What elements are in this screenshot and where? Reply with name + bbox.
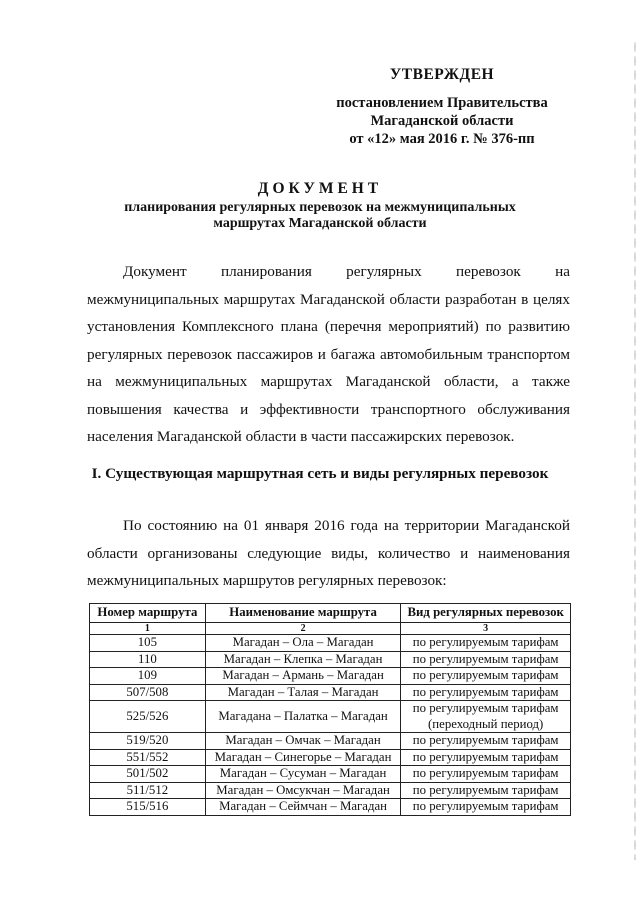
approval-line-1: постановлением Правительства bbox=[336, 95, 548, 111]
transport-type: по регулируемым тарифам bbox=[401, 733, 571, 750]
intro-paragraph: Документ планирования регулярных перевозок на межмуниципальных маршрутах Магаданской области разработан в целях установления Комплексного плана (перечня мероприятий) по развитию регулярных перевозок пассажиров и багажа автомобильным транспортом на межмуниципальных маршрутах Магаданской области, а также повышения качества и эффективности транспортного обслуживания населения Магаданской области в части пассажирских перевозок. bbox=[87, 263, 570, 445]
approval-line-2: Магаданской области bbox=[370, 113, 514, 129]
approval-line-3: от «12» мая 2016 г. № 376-пп bbox=[349, 131, 535, 147]
table-row bbox=[90, 684, 571, 701]
transport-type: по регулируемым тарифам bbox=[401, 684, 571, 701]
route-name: Магадан – Ола – Магадан bbox=[205, 635, 401, 652]
table-row bbox=[90, 766, 571, 783]
route-number: 515/516 bbox=[90, 799, 206, 816]
route-name: Магадан – Сеймчан – Магадан bbox=[205, 799, 401, 816]
header-route-number: Номер маршрута bbox=[90, 604, 206, 623]
table-row bbox=[90, 701, 571, 733]
route-name: Магадан – Омчак – Магадан bbox=[205, 733, 401, 750]
table-header-row bbox=[90, 604, 571, 623]
route-number: 525/526 bbox=[90, 701, 206, 733]
route-name: Магадан – Омсукчан – Магадан bbox=[205, 782, 401, 799]
route-number: 507/508 bbox=[90, 684, 206, 701]
header-transport-type: Вид регулярных перевозок bbox=[401, 604, 571, 623]
approval-block bbox=[312, 66, 572, 148]
transport-type: по регулируемым тарифам (переходный период) bbox=[401, 701, 571, 733]
document-subtitle: планирования регулярных перевозок на межмуниципальных маршрутах Магаданской области bbox=[124, 200, 516, 231]
route-number: 110 bbox=[90, 651, 206, 668]
column-number-row bbox=[90, 623, 571, 635]
transport-type: по регулируемым тарифам bbox=[401, 782, 571, 799]
route-name: Магадан – Армань – Магадан bbox=[205, 668, 401, 685]
transport-type: по регулируемым тарифам bbox=[401, 668, 571, 685]
table-row bbox=[90, 799, 571, 816]
table-row bbox=[90, 782, 571, 799]
transport-type: по регулируемым тарифам bbox=[401, 799, 571, 816]
transport-type: по регулируемым тарифам bbox=[401, 635, 571, 652]
route-number: 501/502 bbox=[90, 766, 206, 783]
document-title: ДОКУМЕНТ bbox=[257, 180, 383, 197]
scan-margin-dots bbox=[634, 40, 636, 860]
transport-type: по регулируемым тарифам bbox=[401, 749, 571, 766]
routes-table bbox=[89, 603, 571, 816]
route-name: Магадан – Сусуман – Магадан bbox=[205, 766, 401, 783]
section-heading: I. Существующая маршрутная сеть и виды регулярных перевозок bbox=[91, 465, 549, 482]
route-number: 519/520 bbox=[90, 733, 206, 750]
route-number: 511/512 bbox=[90, 782, 206, 799]
table-row bbox=[90, 635, 571, 652]
section-paragraph: По состоянию на 01 января 2016 года на территории Магаданской области организованы следующие виды, количество и наименования межмуниципальных маршрутов регулярных перевозок: bbox=[87, 517, 570, 589]
route-name: Магадан – Синегорье – Магадан bbox=[205, 749, 401, 766]
column-number: 1 bbox=[90, 623, 206, 635]
route-name: Магадан – Талая – Магадан bbox=[205, 684, 401, 701]
approval-title: УТВЕРЖДЕН bbox=[389, 66, 495, 83]
table-row bbox=[90, 733, 571, 750]
table-row bbox=[90, 749, 571, 766]
route-name: Магадана – Палатка – Магадан bbox=[205, 701, 401, 733]
route-number: 551/552 bbox=[90, 749, 206, 766]
route-number: 109 bbox=[90, 668, 206, 685]
column-number: 3 bbox=[401, 623, 571, 635]
column-number: 2 bbox=[205, 623, 401, 635]
table-row bbox=[90, 651, 571, 668]
transport-type: по регулируемым тарифам bbox=[401, 766, 571, 783]
route-number: 105 bbox=[90, 635, 206, 652]
table-row bbox=[90, 668, 571, 685]
transport-type: по регулируемым тарифам bbox=[401, 651, 571, 668]
header-route-name: Наименование маршрута bbox=[205, 604, 401, 623]
route-name: Магадан – Клепка – Магадан bbox=[205, 651, 401, 668]
